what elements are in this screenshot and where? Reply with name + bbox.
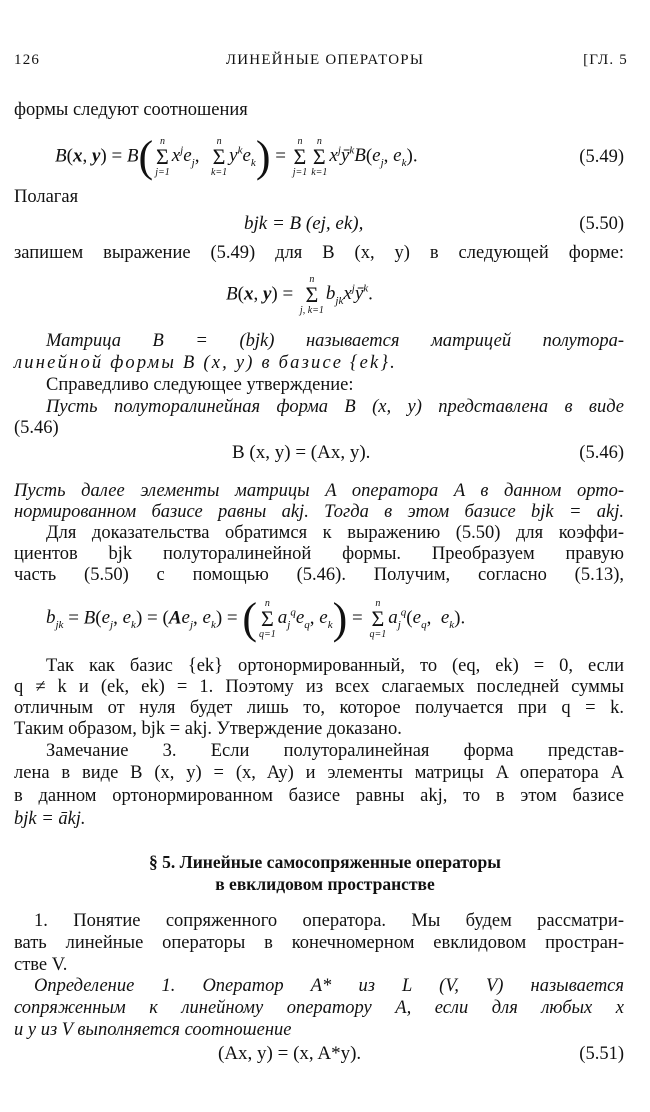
text-line: Пусть полуторалинейная форма B (x, y) представлена в виде <box>46 397 624 417</box>
text-line: Так как базис {ek} ортонормированный, то (eq, ek) = 0, если <box>46 656 624 676</box>
text-line: Полагая <box>14 187 79 207</box>
equation-number: (5.51) <box>579 1044 624 1064</box>
text-line: Пусть далее элементы матрицы A оператора A в данном орто- <box>14 481 624 501</box>
text-line: Определение 1. Оператор A* из L (V, V) называется <box>34 976 624 996</box>
equation-5-50: bjk = B (ej, ek), <box>244 213 364 234</box>
text-line: стве V. <box>14 955 68 975</box>
text-line: формы следуют соотношения <box>14 100 248 120</box>
text-line: Справедливо следующее утверждение: <box>46 375 354 395</box>
text-line: сопряженным к линейному оператору A, если для любых x <box>14 998 624 1018</box>
text-line: q ≠ k и (ek, ek) = 1. Поэтому из всех слагаемых последней суммы <box>14 677 624 697</box>
equation-5-49: B(x, y) = B( n Σ j=1 $x^je_j$, n Σ k=1 $y^ke_k$) = n Σ j=1 n Σ k=1 $x^jȳ^kB(e_j$, $e_k$). <box>55 132 418 181</box>
text-line: bjk = ākj. <box>14 809 86 829</box>
equation-b-sum: B(x, y) = n Σ j, k=1 $b_{jk}x^jȳ^k$. <box>226 274 373 316</box>
text-line: линейной формы B (x, y) в базисе {ek}. <box>14 353 397 373</box>
section-title: в евклидовом пространстве <box>215 874 435 894</box>
text-line: вать линейные операторы в конечномерном евклидовом простран- <box>14 933 624 953</box>
text-line: циентов bjk полуторалинейной формы. Преобразуем правую <box>14 544 624 564</box>
text-line: Матрица B = (bjk) называется матрицей полутора- <box>46 331 624 351</box>
equation-bjk: $b_{jk} = B(e_j$, $e_k) = (Ae_j$, $e_k$) = ( n Σ q=1 $a_j^qe_q$, $e_k$) = n Σ q=1 $a_j^q(e_q$, $e_k$). <box>46 594 466 643</box>
text-line: лена в виде B (x, y) = (x, Ay) и элементы матрицы A оператора A <box>14 763 624 783</box>
text-line: нормированном базисе равны akj. Тогда в этом базисе bjk = akj. <box>14 502 624 522</box>
text-line: запишем выражение (5.49) для B (x, y) в следующей форме: <box>14 243 624 263</box>
text-line: Замечание 3. Если полуторалинейная форма представ- <box>46 741 624 761</box>
text-line: Для доказательства обратимся к выражению (5.50) для коэффи- <box>46 523 624 543</box>
equation-number: (5.50) <box>579 214 624 234</box>
equation-5-46: B (x, y) = (Ax, y). <box>232 442 371 463</box>
text-line: часть (5.50) с помощью (5.46). Получим, согласно (5.13), <box>14 565 624 585</box>
equation-number: (5.46) <box>579 443 624 463</box>
section-title: § 5. Линейные самосопряженные операторы <box>149 852 501 872</box>
text-line: и y из V выполняется соотношение <box>14 1020 292 1040</box>
text-line: Таким образом, bjk = akj. Утверждение доказано. <box>14 719 402 739</box>
running-title: ЛИНЕЙНЫЕ ОПЕРАТОРЫ <box>225 52 425 68</box>
text-line: в данном ортонормированном базисе равны akj, то в этом базисе <box>14 786 624 806</box>
text-line: 1. Понятие сопряженного оператора. Мы будем рассматри- <box>34 911 624 931</box>
equation-5-51: (Ax, y) = (x, A*y). <box>218 1043 362 1064</box>
text-line: (5.46) <box>14 418 59 438</box>
page-number: 126 <box>14 52 41 68</box>
text-line: отличным от нуля будет лишь то, которое получается при q = k. <box>14 698 624 718</box>
equation-number: (5.49) <box>579 147 624 167</box>
chapter-label: [ГЛ. 5 <box>583 52 628 68</box>
